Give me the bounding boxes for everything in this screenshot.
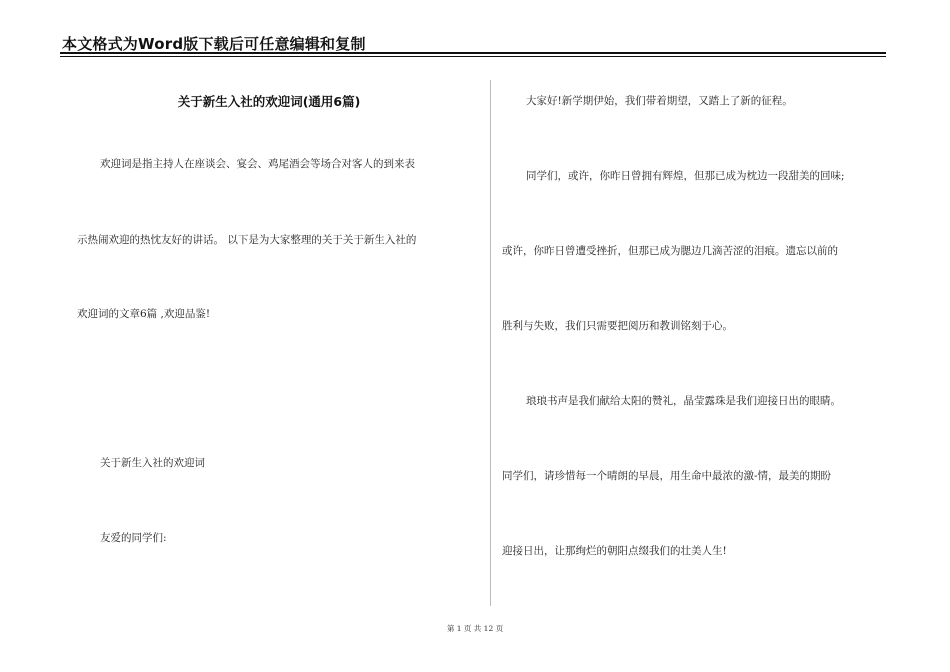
banner-rule-thick: [60, 52, 886, 54]
left-line-2: 示热闹欢迎的热忱友好的讲话。 以下是为大家整理的关于关于新生入社的: [77, 234, 417, 246]
column-divider: [490, 80, 491, 606]
left-line-3: 欢迎词的文章6篇 ,欢迎品鉴!: [77, 308, 211, 320]
download-banner: 本文格式为Word版下载后可任意编辑和复制: [62, 35, 366, 53]
right-line-6: 同学们，请珍惜每一个晴朗的早晨，用生命中最浓的激-情，最美的期盼: [502, 470, 832, 482]
right-line-7: 迎接日出，让那绚烂的朝阳点缀我们的壮美人生!: [502, 545, 727, 557]
right-line-5: 琅琅书声是我们献给太阳的赞礼，晶莹露珠是我们迎接日出的眼睛。: [526, 395, 841, 407]
document-title: 关于新生入社的欢迎词(通用6篇): [177, 94, 361, 109]
right-line-1: 大家好!新学期伊始，我们带着期望，又踏上了新的征程。: [526, 95, 793, 107]
right-line-3: 或许，你昨日曾遭受挫折，但那已成为腮边几滴苦涩的泪痕。遗忘以前的: [502, 245, 838, 257]
left-line-1: 欢迎词是指主持人在座谈会、宴会、鸡尾酒会等场合对客人的到来表: [100, 158, 415, 170]
right-line-4: 胜利与失败，我们只需要把阅历和教训铭刻于心。: [502, 320, 733, 332]
page-number: 第 1 页 共 12 页: [446, 624, 504, 633]
right-line-2: 同学们，或许，你昨日曾拥有辉煌，但那已成为枕边一段甜美的回味;: [526, 170, 845, 182]
banner-rule-thin: [60, 56, 886, 57]
salutation: 友爱的同学们:: [100, 532, 167, 544]
section-heading: 关于新生入社的欢迎词: [100, 457, 205, 469]
